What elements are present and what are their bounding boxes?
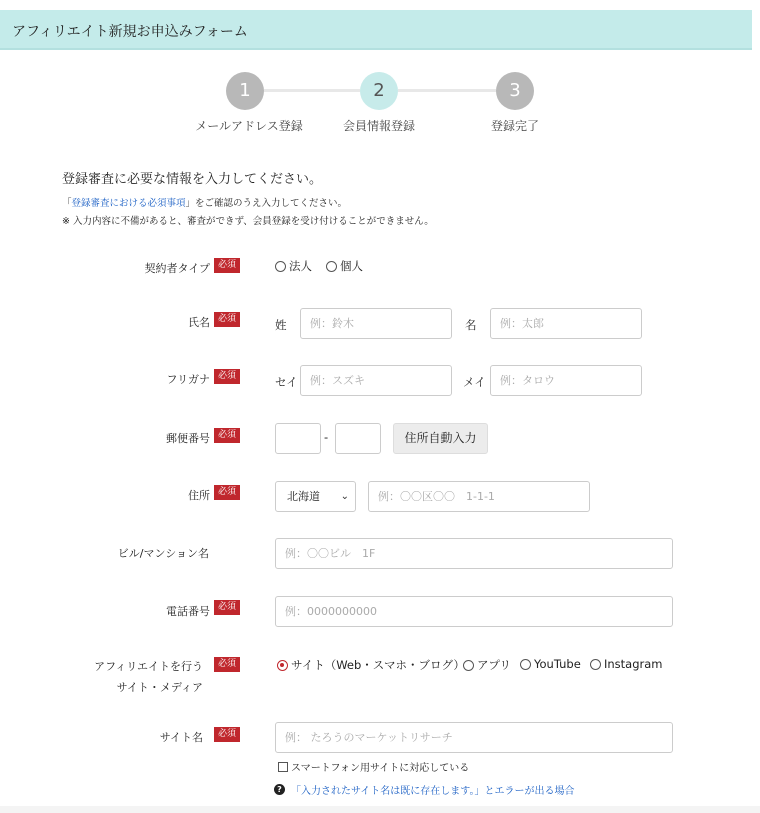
step-2-circle: 2 bbox=[360, 72, 398, 110]
name-label: 氏名 bbox=[188, 316, 210, 329]
note-rest: 」をご確認のうえ入力してください。 bbox=[185, 198, 348, 209]
site-name-label: サイト名 bbox=[159, 731, 203, 744]
phone-label: 電話番号 bbox=[166, 605, 210, 618]
required-badge: 必須 bbox=[214, 727, 240, 742]
postal-code-part1-input[interactable] bbox=[275, 423, 321, 454]
radio-label: Instagram bbox=[604, 657, 663, 671]
address-input[interactable]: 例：〇〇区〇〇 1-1-1 bbox=[368, 481, 590, 512]
first-name-label: 名 bbox=[465, 318, 477, 332]
required-badge: 必須 bbox=[214, 312, 240, 327]
building-input[interactable]: 例：〇〇ビル 1F bbox=[275, 538, 673, 569]
note-open-bracket: 「 bbox=[62, 198, 72, 209]
page-title: アフィリエイト新規お申込みフォーム bbox=[12, 24, 248, 40]
step-3-label: 登録完了 bbox=[490, 119, 539, 133]
step-3-circle: 3 bbox=[496, 72, 534, 110]
radio-button-icon[interactable] bbox=[520, 659, 531, 670]
radio-button-checked-icon[interactable] bbox=[277, 660, 288, 671]
required-badge: 必須 bbox=[214, 369, 240, 384]
radio-button-icon[interactable] bbox=[463, 660, 474, 671]
page-bottom-divider bbox=[0, 806, 760, 813]
radio-button-icon[interactable] bbox=[326, 261, 337, 272]
radio-corporation[interactable] bbox=[275, 258, 312, 274]
requirements-note bbox=[62, 195, 347, 209]
last-kana-input[interactable]: 例：スズキ bbox=[300, 365, 452, 396]
first-kana-input[interactable]: 例：タロウ bbox=[490, 365, 642, 396]
building-label: ビル/マンション名 bbox=[117, 547, 209, 560]
radio-label: 個人 bbox=[340, 259, 363, 273]
radio-label: アプリ bbox=[477, 658, 512, 672]
prefecture-value: 北海道 bbox=[287, 490, 320, 503]
postal-code-part2-input[interactable] bbox=[335, 423, 381, 454]
radio-label: YouTube bbox=[534, 657, 581, 671]
first-kana-label: メイ bbox=[463, 375, 486, 389]
site-name-help[interactable] bbox=[274, 782, 575, 797]
chevron-down-icon: ⌄ bbox=[340, 491, 349, 502]
radio-site[interactable] bbox=[277, 657, 465, 673]
required-badge: 必須 bbox=[214, 600, 240, 615]
help-link[interactable]: 「入力されたサイト名は既に存在します。」とエラーが出る場合 bbox=[291, 786, 575, 797]
checkbox-icon[interactable] bbox=[278, 762, 288, 772]
contractor-type-label: 契約者タイプ bbox=[144, 262, 210, 275]
required-badge: 必須 bbox=[214, 428, 240, 443]
address-label: 住所 bbox=[188, 489, 210, 502]
site-name-input[interactable]: 例： たろうのマーケットリサーチ bbox=[275, 722, 673, 753]
radio-youtube[interactable] bbox=[520, 657, 581, 671]
page-header bbox=[0, 10, 752, 50]
last-name-label: 姓 bbox=[275, 318, 287, 332]
affiliate-media-label-line1: アフィリエイトを行う bbox=[94, 660, 203, 673]
required-badge: 必須 bbox=[214, 657, 240, 672]
step-1-label: メールアドレス登録 bbox=[195, 119, 303, 133]
radio-label: 法人 bbox=[289, 259, 312, 273]
required-badge: 必須 bbox=[214, 485, 240, 500]
affiliate-media-label-line2: サイト・メディア bbox=[116, 681, 203, 694]
warning-note: ※ 入力内容に不備があると、審査ができず、会員登録を受け付けることができません。 bbox=[62, 216, 434, 227]
postal-label: 郵便番号 bbox=[166, 432, 210, 445]
intro-heading: 登録審査に必要な情報を入力してください。 bbox=[62, 172, 323, 187]
required-badge: 必須 bbox=[214, 258, 240, 273]
step-2-label: 会員情報登録 bbox=[342, 119, 415, 133]
step-connector bbox=[398, 89, 496, 92]
radio-label: サイト（Web・スマホ・ブログ） bbox=[291, 658, 465, 672]
last-name-input[interactable]: 例：鈴木 bbox=[300, 308, 452, 339]
last-kana-label: セイ bbox=[275, 375, 298, 389]
phone-input[interactable]: 例：0000000000 bbox=[275, 596, 673, 627]
radio-app[interactable] bbox=[463, 657, 511, 673]
requirements-link[interactable]: 登録審査における必須事項 bbox=[71, 198, 186, 209]
first-name-input[interactable]: 例：太郎 bbox=[490, 308, 642, 339]
radio-button-icon[interactable] bbox=[275, 261, 286, 272]
address-autofill-button[interactable]: 住所自動入力 bbox=[393, 423, 488, 454]
smartphone-support-checkbox[interactable] bbox=[278, 759, 469, 774]
step-1-circle: 1 bbox=[226, 72, 264, 110]
checkbox-label: スマートフォン用サイトに対応している bbox=[291, 763, 470, 774]
radio-instagram[interactable] bbox=[590, 657, 663, 671]
question-icon: ? bbox=[274, 784, 285, 795]
postal-dash: - bbox=[324, 430, 329, 444]
radio-button-icon[interactable] bbox=[590, 659, 601, 670]
prefecture-select[interactable] bbox=[275, 481, 356, 512]
step-connector bbox=[264, 89, 360, 92]
furigana-label: フリガナ bbox=[166, 373, 210, 386]
radio-individual[interactable] bbox=[326, 258, 363, 274]
